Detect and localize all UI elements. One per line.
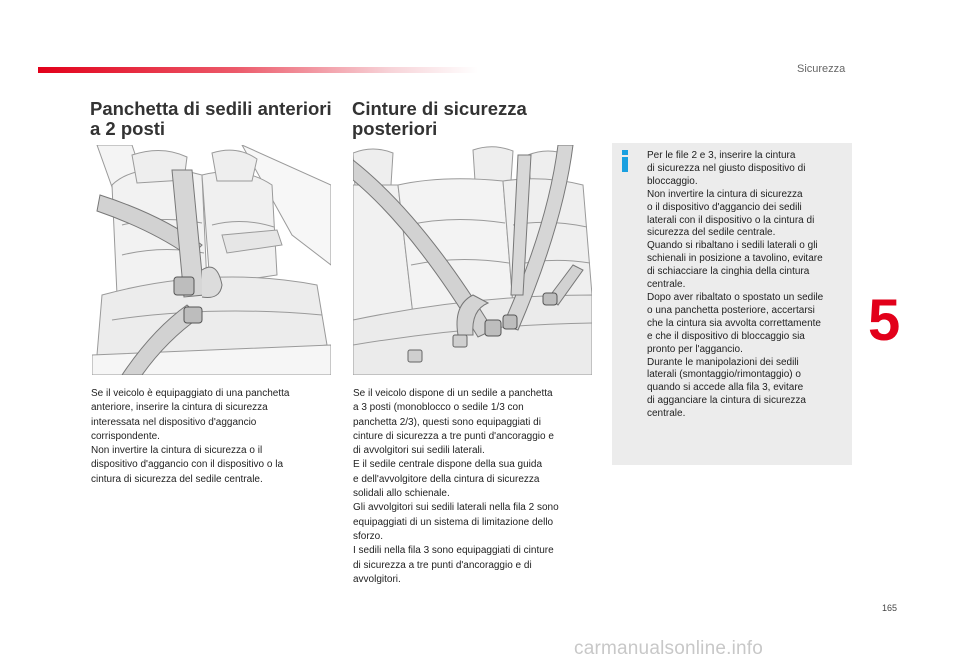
info-box (612, 143, 852, 465)
front-bench-title: Panchetta di sedili anteriori a 2 posti (90, 98, 332, 139)
info-text: Per le file 2 e 3, inserire la cintura di sicurezza nel giusto dispositivo di bloccaggio. Non invertire la cintura di sicurezza o il dispositivo d'aggancio dei sedili laterali con il dispositivo o la cintura di sicurezza del sedile centrale. Quando si ribaltano i sedili laterali o gli schienali in posizione a tavolino, evitare di schiacciare la cinghia della cintura centrale. Dopo aver ribaltato o spostato un sedile o una panchetta posteriore, accertarsi che la cintura sia avvolta correttamente e che il dispositivo di bloccaggio sia pronto per l'aggancio. Durante le manipolazioni dei sedili laterali (smontaggio/rimontaggio) o quando si accede alla fila 3, evitare di agganciare la cintura di sicurezza centrale. (647, 150, 824, 420)
section-name: Sicurezza (797, 63, 846, 75)
rear-seatbelts-illustration (353, 145, 592, 375)
watermark: carmanualsonline.info (574, 638, 764, 659)
front-bench-seatbelt-illustration (92, 145, 331, 375)
header-accent-bar (38, 67, 478, 73)
rear-seatbelts-title: Cinture di sicurezza posteriori (352, 98, 527, 139)
rear-seatbelts-text: Se il veicolo dispone di un sedile a panchetta a 3 posti (monoblocco o sedile 1/3 con panchetta 2/3), questi sono equipaggiati di cinture di sicurezza a tre punti d'ancoraggio e di avvolgitori sui sedili laterali. E il sedile centrale dispone della sua guida e dell'avvolgitore della cintura di sicurezza solidali allo schienale. Gli avvolgitori sui sedili laterali nella fila 2 sono equipaggiati di un sistema di limitazione dello sforzo. I sedili nella fila 3 sono equipaggiati di cinture di sicurezza a tre punti d'ancoraggio e di avvolgitori. (353, 388, 559, 585)
info-icon (620, 150, 630, 172)
front-bench-text: Se il veicolo è equipaggiato di una panchetta anteriore, inserire la cintura di sicurezza interessata nel dispositivo d'aggancio corrispondente. Non invertire la cintura di sicurezza o il dispositivo d'aggancio con il dispositivo o la cintura di sicurezza del sedile centrale. (91, 388, 290, 485)
chapter-number: 5 (868, 288, 901, 353)
page-number: 165 (882, 603, 898, 613)
